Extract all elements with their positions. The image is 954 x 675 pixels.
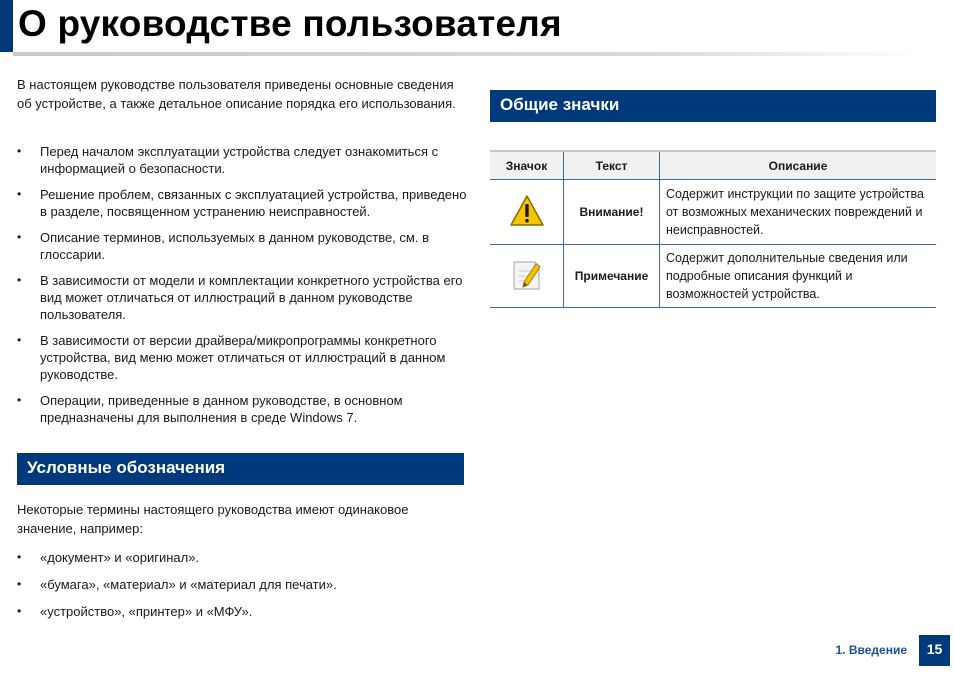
list-item: • Перед началом эксплуатации устройства следует ознакомиться с информацией о безопасности. [17, 143, 467, 177]
icon-label: Примечание [564, 245, 660, 308]
icons-table [490, 150, 936, 308]
icon-description: Содержит дополнительные сведения или подробные описания функций и возможностей устройства. [660, 245, 937, 308]
icon-label: Внимание! [564, 180, 660, 245]
note-icon [511, 258, 543, 295]
conventions-paragraph: Некоторые термины настоящего руководства имеют одинаковое значение, например: [17, 502, 409, 536]
list-item: • В зависимости от модели и комплектации конкретного устройства его вид может отличаться от иллюстраций в данном руководстве пользователя. [17, 272, 467, 323]
table-row [490, 180, 936, 245]
list-item: • «устройство», «принтер» и «МФУ». [17, 603, 467, 620]
conventions-list [17, 549, 467, 630]
title-accent-bar [0, 0, 13, 52]
chapter-link[interactable]: 1. Введение [835, 643, 907, 657]
title-divider [13, 52, 918, 56]
table-header-row [490, 151, 936, 180]
page-title: О руководстве пользователя [18, 3, 562, 44]
list-item: • Решение проблем, связанных с эксплуатацией устройства, приведено в разделе, посвященном устранению неисправностей. [17, 186, 467, 220]
list-item: • В зависимости от версии драйвера/микропрограммы конкретного устройства, вид меню может отличаться от иллюстраций в данном руководстве. [17, 332, 467, 383]
list-item: • «документ» и «оригинал». [17, 549, 467, 566]
intro-paragraph: В настоящем руководстве пользователя приведены основные сведения об устройстве, а также детальное описание порядка его использования. [17, 77, 456, 111]
list-item: • Описание терминов, используемых в данном руководстве, см. в глоссарии. [17, 229, 467, 263]
conventions-heading: Условные обозначения [17, 453, 464, 485]
list-item: • «бумага», «материал» и «материал для печати». [17, 576, 467, 593]
table-row [490, 245, 936, 308]
icon-cell [490, 245, 564, 308]
icon-description: Содержит инструкции по защите устройства от возможных механических повреждений и неисправностей. [660, 180, 937, 245]
column-header-text: Текст [564, 151, 660, 180]
warning-icon [509, 194, 545, 231]
list-item: • Операции, приведенные в данном руководстве, в основном предназначены для выполнения в среде Windows 7. [17, 392, 467, 426]
page-number-badge: 15 [919, 635, 950, 666]
intro-bullet-list [17, 143, 467, 435]
icon-cell [490, 180, 564, 245]
column-header-description: Описание [660, 151, 937, 180]
column-header-icon: Значок [490, 151, 564, 180]
icons-heading: Общие значки [490, 90, 936, 122]
